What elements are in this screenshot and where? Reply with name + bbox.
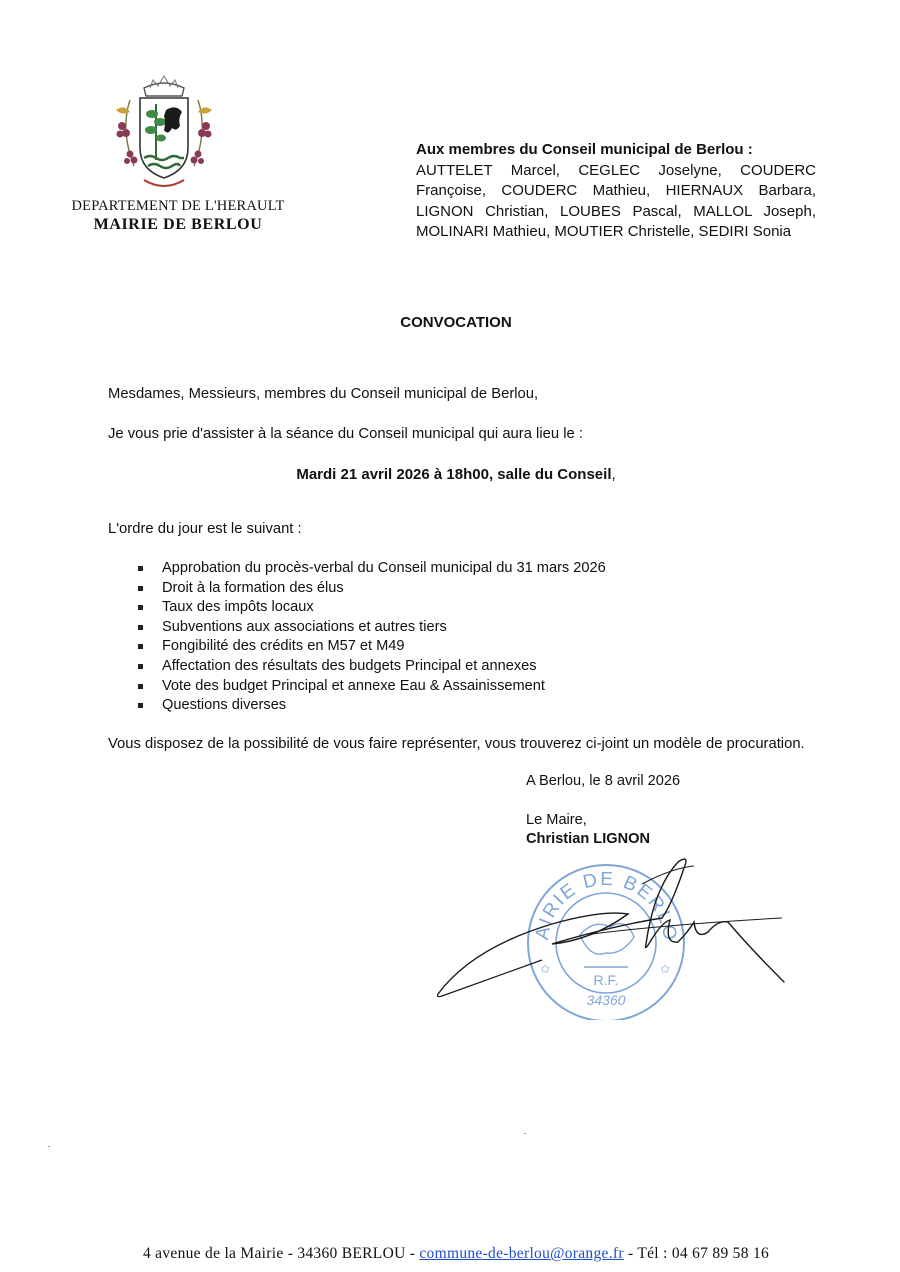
recipients-names: AUTTELET Marcel, CEGLEC Joselyne, COUDERC Françoise, COUDERC Mathieu, HIERNAUX Barbara, LIGNON Christian, LOUBES Pascal, MALLOL Joseph, MOLINARI Mathieu, MOUTIER Christelle, SEDIRI Sonia	[416, 161, 816, 240]
agenda-item-text: Approbation du procès-verbal du Conseil municipal du 31 mars 2026	[162, 560, 606, 576]
proxy-note: Vous disposez de la possibilité de vous faire représenter, vous trouverez ci-joint un modèle de procuration.	[108, 736, 805, 752]
salutation: Mesdames, Messieurs, membres du Conseil municipal de Berlou,	[108, 386, 539, 402]
square-bullet-icon	[138, 586, 143, 591]
agenda-item-text: Vote des budget Principal et annexe Eau & Assainissement	[162, 677, 545, 694]
footer-email-link[interactable]: commune-de-berlou@orange.fr	[419, 1245, 624, 1262]
stamp-text-top: AIRIE DE BERLO	[531, 868, 681, 944]
place-date: A Berlou, le 8 avril 2026	[526, 773, 681, 789]
agenda-item	[136, 579, 606, 599]
agenda-item-text: Subventions aux associations et autres tiers	[162, 618, 447, 635]
agenda-item-text: Affectation des résultats des budgets Principal et annexes	[162, 657, 537, 674]
square-bullet-icon	[138, 684, 143, 689]
agenda-item	[136, 696, 606, 716]
agenda-item-text: Fongibilité des crédits en M57 et M49	[162, 638, 405, 655]
recipients-title: Aux membres du Conseil municipal de Berlou :	[416, 141, 753, 158]
agenda-item	[136, 598, 606, 618]
agenda-item-text: Droit à la formation des élus	[162, 579, 344, 596]
department-name: DEPARTEMENT DE L'HERAULT	[71, 198, 285, 214]
agenda-item	[136, 618, 606, 638]
agenda-intro: L'ordre du jour est le suivant :	[108, 521, 302, 537]
square-bullet-icon	[138, 703, 143, 708]
scan-speck	[524, 1133, 526, 1134]
agenda-item-text: Taux des impôts locaux	[162, 599, 314, 616]
signatory-name: Christian LIGNON	[526, 831, 651, 847]
agenda-item	[136, 657, 606, 677]
signatory-role: Le Maire,	[526, 812, 587, 828]
meeting-date: Mardi 21 avril 2026 à 18h00, salle du Conseil	[296, 466, 612, 483]
recipients-block	[416, 140, 816, 243]
square-bullet-icon	[138, 664, 143, 669]
agenda-item-text: Questions diverses	[162, 697, 287, 714]
square-bullet-icon	[138, 566, 143, 571]
berlou-coat-of-arms-icon	[106, 70, 222, 192]
request-text: Je vous prie d'assister à la séance du Conseil municipal qui aura lieu le :	[108, 426, 583, 442]
meeting-line	[0, 466, 900, 483]
square-bullet-icon	[138, 644, 143, 649]
meeting-suffix: ,	[611, 466, 616, 483]
footer-address: 4 avenue de la Mairie - 34360 BERLOU -	[142, 1245, 420, 1262]
mairie-name: MAIRIE DE BERLOU	[93, 216, 263, 233]
document-title: CONVOCATION	[400, 314, 512, 331]
svg-text:✩: ✩	[540, 962, 551, 976]
footer	[0, 1245, 900, 1263]
footer-phone: - Tél : 04 67 89 58 16	[623, 1245, 770, 1262]
stamp-postcode: 34360	[586, 992, 626, 1008]
square-bullet-icon	[138, 625, 143, 630]
agenda-item	[136, 637, 606, 657]
agenda-item	[136, 677, 606, 697]
square-bullet-icon	[138, 605, 143, 610]
svg-text:✩: ✩	[660, 962, 671, 976]
scan-speck	[48, 1146, 50, 1147]
header-left	[60, 197, 296, 235]
stamp-rf: R.F.	[593, 972, 619, 988]
agenda-list	[136, 559, 606, 716]
agenda-item	[136, 559, 606, 579]
handwritten-signature	[432, 848, 792, 1008]
